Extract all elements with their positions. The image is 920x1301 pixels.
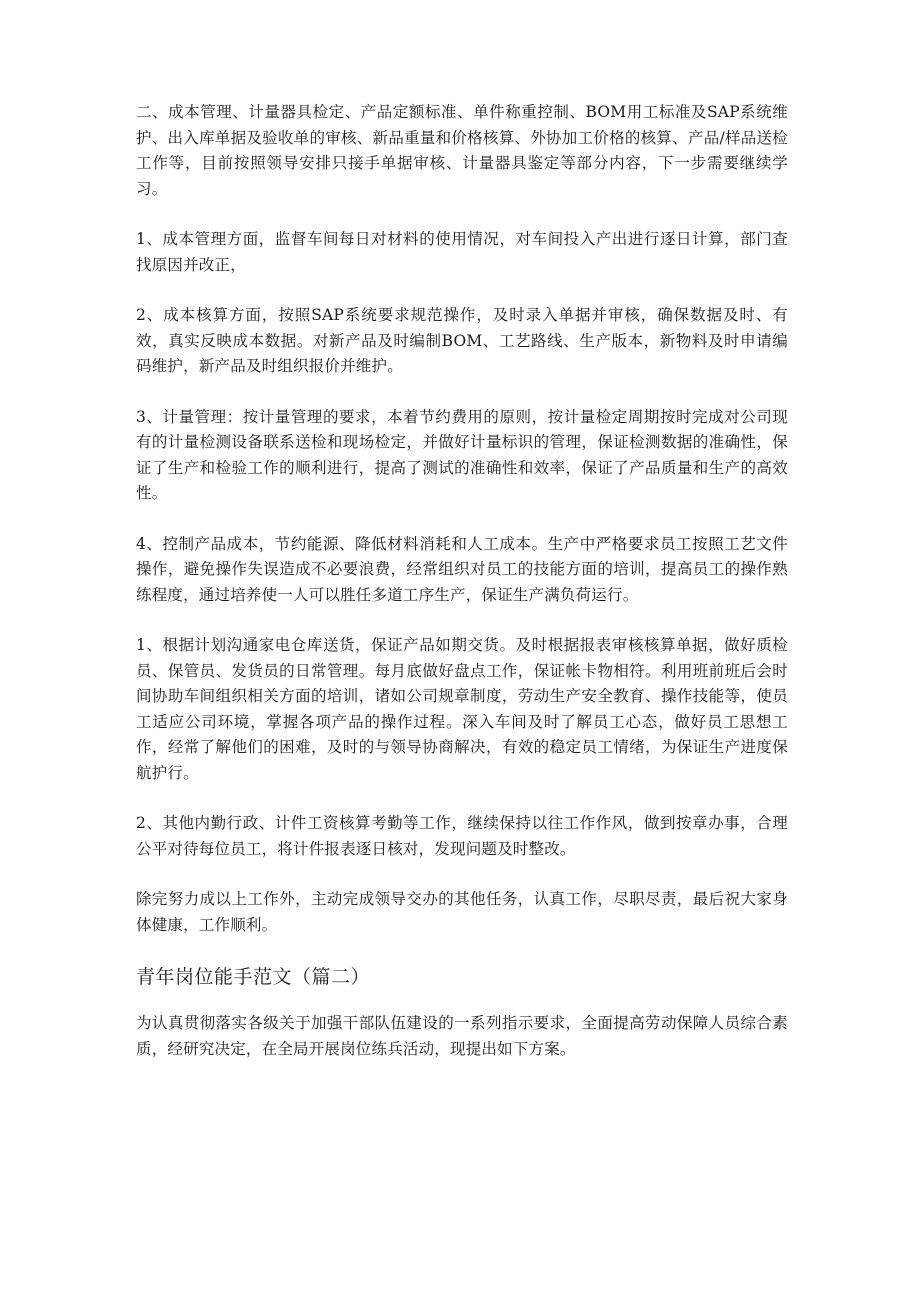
paragraph: 二、成本管理、计量器具检定、产品定额标准、单件称重控制、BOM用工标准及SAP系统维护、出入库单据及验收单的审核、新品重量和价格核算、外协加工价格的核算、产品/样品送检工作等，目前按照领导安排只接手单据审核、计量器具鉴定等部分内容，下一步需要继续学习。	[136, 103, 788, 198]
section-heading: 青年岗位能手范文（篇二）	[136, 966, 371, 988]
paragraph: 2、其他内勤行政、计件工资核算考勤等工作，继续保持以往工作作风，做到按章办事，合理公平对待每位员工，将计件报表逐日核对，发现问题及时整改。	[136, 814, 788, 858]
document-body	[136, 100, 788, 1087]
paragraph: 3、计量管理：按计量管理的要求，本着节约费用的原则，按计量检定周期按时完成对公司现有的计量检测设备联系送检和现场检定，并做好计量标识的管理，保证检测数据的准确性，保证了生产和检验工作的顺利进行，提高了测试的准确性和效率，保证了产品质量和生产的高效性。	[136, 407, 788, 502]
paragraph: 1、成本管理方面，监督车间每日对材料的使用情况，对车间投入产出进行逐日计算，部门查找原因并改正，	[136, 230, 788, 274]
paragraph: 1、根据计划沟通家电仓库送货，保证产品如期交货。及时根据报表审核核算单据，做好质检员、保管员、发货员的日常管理。每月底做好盘点工作，保证帐卡物相符。利用班前班后会时间协助车间组织相关方面的培训，诸如公司规章制度，劳动生产安全教育、操作技能等，使员工适应公司环境，掌握各项产品的操作过程。深入车间及时了解员工心态，做好员工思想工作，经常了解他们的困难，及时的与领导协商解决，有效的稳定员工情绪，为保证生产进度保航护行。	[136, 636, 788, 782]
paragraph: 为认真贯彻落实各级关于加强干部队伍建设的一系列指示要求，全面提高劳动保障人员综合素质，经研究决定，在全局开展岗位练兵活动，现提出如下方案。	[136, 1014, 788, 1058]
paragraph: 除完努力成以上工作外，主动完成领导交办的其他任务，认真工作，尽职尽责，最后祝大家身体健康，工作顺利。	[136, 890, 788, 934]
paragraph: 2、成本核算方面，按照SAP系统要求规范操作，及时录入单据并审核，确保数据及时、有效，真实反映成本数据。对新产品及时编制BOM、工艺路线、生产版本，新物料及时申请编码维护，新产品及时组织报价并维护。	[136, 306, 788, 375]
paragraph: 4、控制产品成本，节约能源、降低材料消耗和人工成本。生产中严格要求员工按照工艺文件操作，避免操作失误造成不必要浪费，经常组织对员工的技能方面的培训，提高员工的操作熟练程度，通过培养使一人可以胜任多道工序生产，保证生产满负荷运行。	[136, 534, 788, 604]
